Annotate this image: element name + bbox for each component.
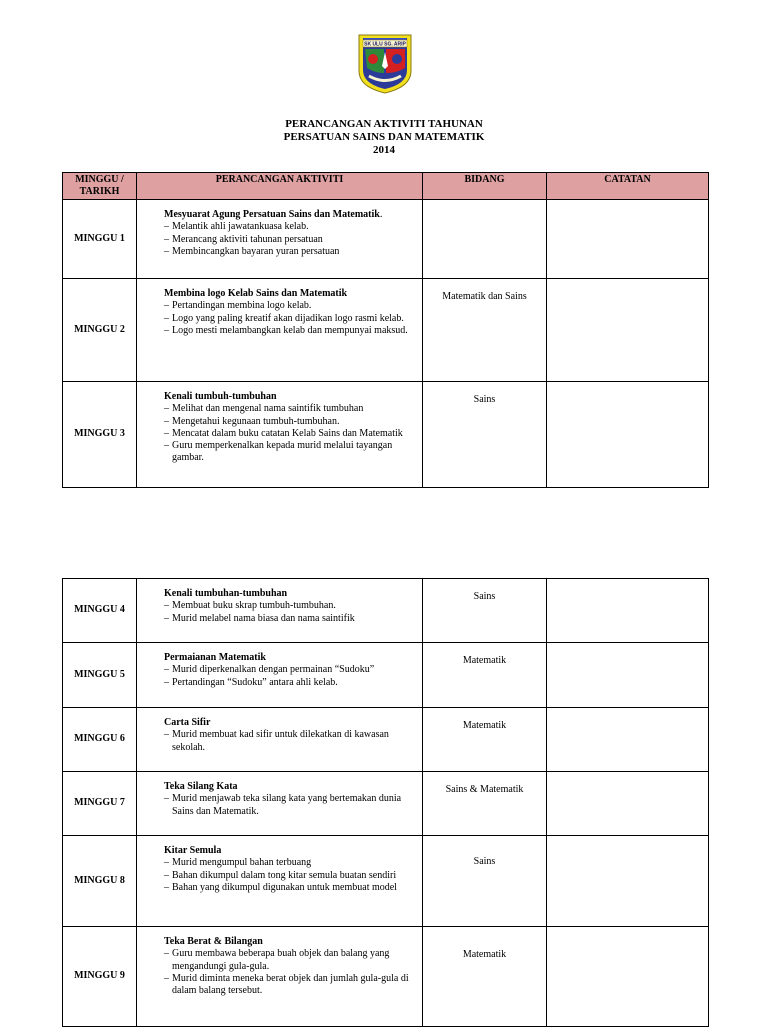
activity-list [164, 793, 418, 818]
title-line-2: PERSATUAN SAINS DAN MATEMATIK [283, 131, 485, 143]
table-row [63, 772, 709, 836]
notes-cell [547, 708, 709, 772]
week-cell: MINGGU 8 [63, 836, 137, 927]
week-cell: MINGGU 3 [63, 382, 137, 488]
activity-cell [137, 643, 423, 708]
list-item: – Membincangkan bayaran yuran persatuan [164, 246, 418, 258]
field-cell: Matematik dan Sains [423, 279, 547, 382]
header-activity: PERANCANGAN AKTIVITI [137, 173, 423, 200]
week-cell: MINGGU 4 [63, 579, 137, 643]
title-line-1: PERANCANGAN AKTIVITI TAHUNAN [285, 118, 483, 130]
list-item: – Mencatat dalam buku catatan Kelab Sains dan Matematik [164, 428, 418, 440]
week-cell: MINGGU 9 [63, 927, 137, 1027]
activity-cell [137, 200, 423, 279]
notes-cell [547, 927, 709, 1027]
field-cell: Matematik [423, 708, 547, 772]
activity-title: Permaianan Matematik [164, 652, 266, 663]
activity-title: Kenali tumbuhan-tumbuhan [164, 588, 288, 599]
table-row [63, 382, 709, 488]
activity-title: Kitar Semula [164, 845, 222, 856]
table-row [63, 643, 709, 708]
table-row [63, 279, 709, 382]
list-item: – Murid diminta meneka berat objek dan jumlah gula-gula di dalam balang tersebut. [164, 973, 418, 998]
crest-banner-text: SK ULU SG. ARIP [364, 41, 406, 48]
list-item: – Pertandingan membina logo kelab. [164, 300, 418, 312]
activity-cell [137, 836, 423, 927]
list-item: – Melihat dan mengenal nama saintifik tumbuhan [164, 403, 418, 415]
list-item: – Murid diperkenalkan dengan permainan “Sudoku” [164, 664, 418, 676]
activity-cell [137, 708, 423, 772]
list-item: – Guru memperkenalkan kepada murid melalui tayangan gambar. [164, 440, 418, 465]
school-crest-logo [357, 33, 413, 95]
activity-table-1 [62, 172, 709, 488]
notes-cell [547, 579, 709, 643]
field-cell: Matematik [423, 643, 547, 708]
notes-cell [547, 836, 709, 927]
activity-title-suffix: . [379, 209, 383, 220]
activity-title: Kenali tumbuh-tumbuhan [164, 391, 277, 402]
list-item: – Bahan dikumpul dalam tong kitar semula buatan sendiri [164, 870, 418, 882]
week-cell: MINGGU 7 [63, 772, 137, 836]
activity-cell [137, 579, 423, 643]
header-field: BIDANG [423, 173, 547, 200]
table-row [63, 579, 709, 643]
notes-cell [547, 643, 709, 708]
title-line-3: 2014 [373, 144, 395, 156]
activity-list [164, 857, 418, 894]
notes-cell [547, 200, 709, 279]
list-item: – Murid menjawab teka silang kata yang bertemakan dunia Sains dan Matematik. [164, 793, 418, 818]
list-item: – Guru membawa beberapa buah objek dan balang yang mengandungi gula-gula. [164, 948, 418, 973]
header-notes: CATATAN [547, 173, 709, 200]
notes-cell [547, 772, 709, 836]
activity-cell [137, 927, 423, 1027]
list-item: – Logo yang paling kreatif akan dijadikan logo rasmi kelab. [164, 313, 418, 325]
activity-title: Teka Berat & Bilangan [164, 936, 263, 947]
field-cell: Sains [423, 836, 547, 927]
list-item: – Murid mengumpul bahan terbuang [164, 857, 418, 869]
activity-title: Teka Silang Kata [164, 781, 238, 792]
activity-cell [137, 772, 423, 836]
activity-title: Carta Sifir [164, 717, 211, 728]
field-cell: Sains [423, 579, 547, 643]
header-week: MINGGU / TARIKH [63, 173, 137, 200]
list-item: – Murid melabel nama biasa dan nama saintifik [164, 613, 418, 625]
activity-list [164, 729, 418, 754]
table-row [63, 708, 709, 772]
week-cell: MINGGU 2 [63, 279, 137, 382]
list-item: – Melantik ahli jawatankuasa kelab. [164, 221, 418, 233]
activity-cell [137, 279, 423, 382]
notes-cell [547, 279, 709, 382]
document-title-block [0, 118, 768, 157]
activity-list [164, 948, 418, 997]
notes-cell [547, 382, 709, 488]
activity-list [164, 221, 418, 258]
week-cell: MINGGU 6 [63, 708, 137, 772]
field-cell [423, 200, 547, 279]
table-row [63, 927, 709, 1027]
activity-list [164, 300, 418, 337]
activity-cell [137, 382, 423, 488]
list-item: – Pertandingan “Sudoku” antara ahli kelab. [164, 677, 418, 689]
list-item: – Murid membuat kad sifir untuk dilekatkan di kawasan sekolah. [164, 729, 418, 754]
field-cell: Sains & Matematik [423, 772, 547, 836]
list-item: – Merancang aktiviti tahunan persatuan [164, 234, 418, 246]
activity-title: Membina logo Kelab Sains dan Matematik [164, 288, 348, 299]
activity-list [164, 664, 418, 689]
week-cell: MINGGU 5 [63, 643, 137, 708]
table-row [63, 200, 709, 279]
activity-list [164, 403, 418, 464]
list-item: – Logo mesti melambangkan kelab dan mempunyai maksud. [164, 325, 418, 337]
list-item: – Membuat buku skrap tumbuh-tumbuhan. [164, 600, 418, 612]
list-item: – Mengetahui kegunaan tumbuh-tumbuhan. [164, 416, 418, 428]
week-cell: MINGGU 1 [63, 200, 137, 279]
activity-table-2 [62, 578, 709, 1027]
activity-list [164, 600, 418, 625]
table-row [63, 836, 709, 927]
field-cell: Matematik [423, 927, 547, 1027]
list-item: – Bahan yang dikumpul digunakan untuk membuat model [164, 882, 418, 894]
activity-title: Mesyuarat Agung Persatuan Sains dan Matematik [164, 209, 380, 220]
table-header-row [63, 173, 709, 200]
field-cell: Sains [423, 382, 547, 488]
